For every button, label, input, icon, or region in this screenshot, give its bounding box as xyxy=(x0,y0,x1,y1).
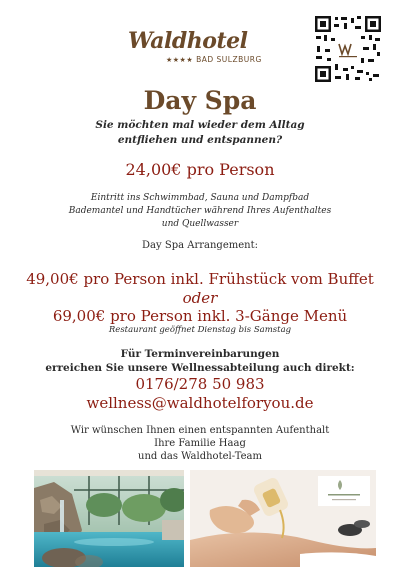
subtitle xyxy=(0,118,400,148)
logo-stars: ★★★★ xyxy=(166,56,194,64)
contact-info xyxy=(0,347,400,375)
hotel-logo xyxy=(128,28,278,68)
closing-line: Ihre Familie Haag xyxy=(154,438,246,449)
phone-number[interactable]: 0176/278 50 983 xyxy=(135,375,265,393)
arrangement-option-menu: 69,00€ pro Person inkl. 3-Gänge Menü xyxy=(52,307,348,325)
logo-subline xyxy=(166,55,262,64)
logo-wordmark: Waldhotel xyxy=(128,28,248,54)
included-line: und Quellwasser xyxy=(161,219,239,229)
email-address[interactable]: wellness@waldhotelforyou.de xyxy=(86,394,314,412)
logo-location: BAD SULZBURG xyxy=(196,55,262,64)
included-services xyxy=(0,192,400,231)
page-title: Day Spa xyxy=(143,86,257,115)
qr-code xyxy=(313,14,383,84)
included-line: Bademantel und Handtücher während Ihres Aufenthaltes xyxy=(68,206,332,216)
basic-price: 24,00€ pro Person xyxy=(125,160,275,179)
closing-line: und das Waldhotel-Team xyxy=(138,451,262,462)
subtitle-line: Sie möchten mal wieder dem Alltag xyxy=(95,119,305,131)
included-line: Eintritt ins Schwimmbad, Sauna und Dampfbad xyxy=(90,193,310,203)
arrangement-or: oder xyxy=(182,289,218,307)
arrangement-option-breakfast: 49,00€ pro Person inkl. Frühstück vom Buffet xyxy=(26,270,374,288)
arrangement-label: Day Spa Arrangement: xyxy=(142,240,258,251)
massage-photo xyxy=(190,470,376,567)
subtitle-line: entfliehen und entspannen? xyxy=(117,134,283,146)
pool-photo xyxy=(34,470,184,567)
contact-line: erreichen Sie unsere Wellnessabteilung auch direkt: xyxy=(45,362,355,374)
restaurant-hours-note: Restaurant geöffnet Dienstag bis Samstag xyxy=(108,325,292,335)
closing-line: Wir wünschen Ihnen einen entspannten Aufenthalt xyxy=(70,425,330,436)
contact-line: Für Terminvereinbarungen xyxy=(120,348,280,360)
closing-message xyxy=(0,424,400,463)
